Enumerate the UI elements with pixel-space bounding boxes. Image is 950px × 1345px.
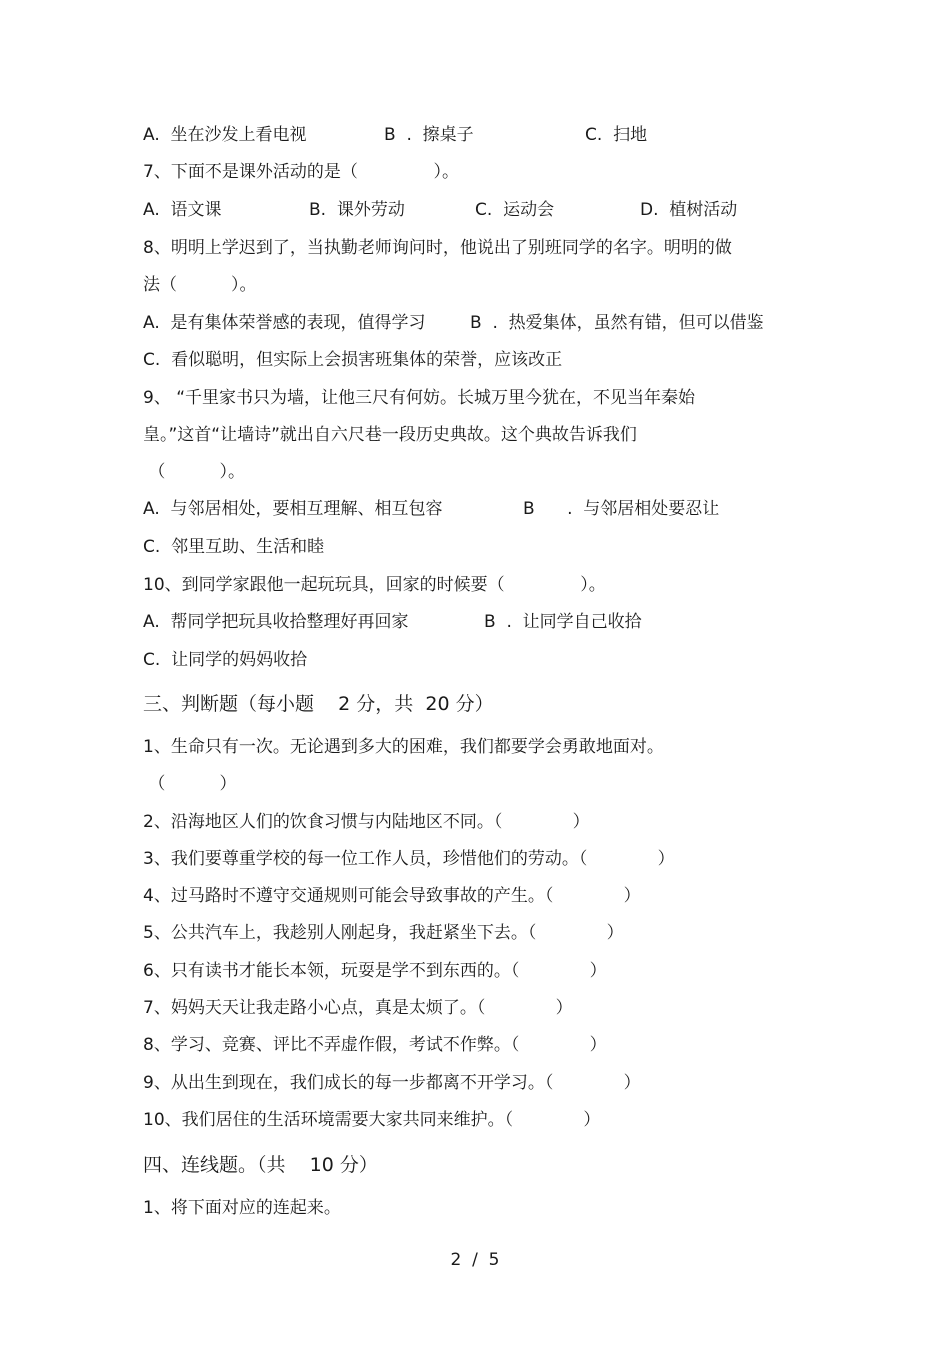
q9-stem-line3: （ ）。	[143, 462, 245, 482]
judgement-item-3: 3、我们要尊重学校的每一位工作人员，珍惜他们的劳动。（ ）	[143, 849, 675, 869]
judgement-item-6: 6、只有读书才能长本领，玩耍是学不到东西的。（ ）	[143, 961, 607, 981]
q8-option-c: C. 看似聪明，但实际上会损害班集体的荣誉，应该改正	[143, 350, 563, 370]
q9-option-a: A. 与邻居相处，要相互理解、相互包容	[143, 499, 443, 519]
q6-option-c: C. 扫地	[585, 125, 648, 145]
page-number: 2 / 5	[450, 1250, 500, 1270]
matching-item-1: 1、将下面对应的连起来。	[143, 1198, 341, 1218]
section-4-heading: 四、连线题。（共 10 分）	[143, 1154, 378, 1176]
judgement-item-10: 10、我们居住的生活环境需要大家共同来维护。（ ）	[143, 1110, 601, 1130]
q6-option-a: A. 坐在沙发上看电视	[143, 125, 307, 145]
q10-option-a: A. 帮同学把玩具收拾整理好再回家	[143, 612, 409, 632]
judgement-item-7: 7、妈妈天天让我走路小心点，真是太烦了。（ ）	[143, 998, 573, 1018]
judgement-item-2: 2、沿海地区人们的饮食习惯与内陆地区不同。（ ）	[143, 812, 590, 832]
q7-option-c: C. 运动会	[475, 200, 555, 220]
judgement-item-1: 1、生命只有一次。无论遇到多大的困难，我们都要学会勇敢地面对。	[143, 737, 664, 757]
q10-option-c: C. 让同学的妈妈收拾	[143, 650, 308, 670]
q9-stem-line2: 皇。”这首“让墙诗”就出自六尺巷一段历史典故。这个典故告诉我们	[143, 425, 637, 445]
q10-stem: 10、到同学家跟他一起玩玩具，回家的时候要（ ）。	[143, 575, 606, 595]
q7-stem: 7、下面不是课外活动的是（ ）。	[143, 162, 459, 182]
judgement-item-5: 5、公共汽车上，我趁别人刚起身，我赶紧坐下去。（ ）	[143, 923, 624, 943]
q8-stem-line2: 法（ ）。	[143, 275, 257, 295]
judgement-item-4: 4、过马路时不遵守交通规则可能会导致事故的产生。（ ）	[143, 886, 641, 906]
q9-option-c: C. 邻里互助、生活和睦	[143, 537, 325, 557]
q8-option-b: B . 热爱集体，虽然有错，但可以借鉴	[470, 313, 764, 333]
judgement-item-1-blank: （ ）	[143, 774, 237, 794]
q7-option-d: D. 植树活动	[640, 200, 738, 220]
q10-option-b: B . 让同学自己收拾	[484, 612, 642, 632]
section-3-heading: 三、判断题（每小题 2 分，共 20 分）	[143, 693, 494, 715]
q9-stem-line1: 9、 “千里家书只为墙，让他三尺有何妨。长城万里今犹在，不见当年秦始	[143, 388, 696, 408]
judgement-item-8: 8、学习、竞赛、评比不弄虚作假，考试不作弊。（ ）	[143, 1035, 607, 1055]
judgement-item-9: 9、从出生到现在，我们成长的每一步都离不开学习。（ ）	[143, 1073, 641, 1093]
q8-stem-line1: 8、明明上学迟到了，当执勤老师询问时，他说出了别班同学的名字。明明的做	[143, 238, 732, 258]
q9-option-b: B . 与邻居相处要忍让	[523, 499, 720, 519]
q6-option-b: B . 擦桌子	[384, 125, 474, 145]
q7-option-a: A. 语文课	[143, 200, 222, 220]
q7-option-b: B. 课外劳动	[309, 200, 405, 220]
q8-option-a: A. 是有集体荣誉感的表现，值得学习	[143, 313, 426, 333]
